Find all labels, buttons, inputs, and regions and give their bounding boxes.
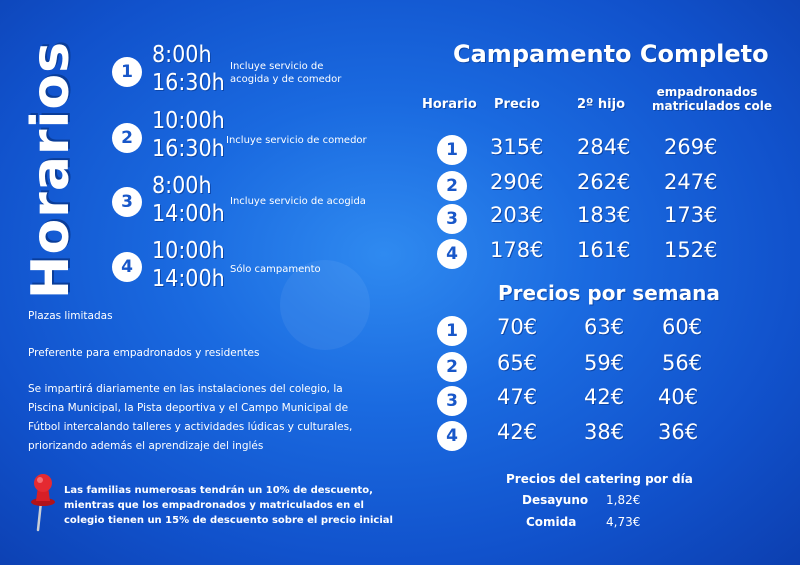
- column-registered-line1: empadronados: [656, 85, 758, 99]
- full-row-4-second-child: 161€: [577, 238, 631, 262]
- week-row-4-price: 42€: [497, 420, 538, 444]
- schedule-3-end: 14:00h: [152, 201, 225, 227]
- column-second-child: 2º hijo: [577, 97, 626, 112]
- schedule-1-end: 16:30h: [152, 70, 225, 96]
- week-row-4-number: 4: [437, 421, 467, 451]
- push-pin-icon: [24, 472, 62, 532]
- week-row-2-number: 2: [437, 352, 467, 382]
- discount-text: Las familias numerosas tendrán un 10% de descuento, mientras que los empadronados y matriculados en el colegio tienen un 15% de descuento sobre el precio inicial: [64, 485, 393, 526]
- week-row-4-registered: 36€: [658, 420, 699, 444]
- schedule-number-4: 4: [112, 252, 142, 282]
- full-row-4-registered: 152€: [664, 238, 718, 262]
- weekly-heading: Precios por semana: [498, 281, 720, 305]
- schedule-2-note: Incluye servicio de comedor: [226, 135, 367, 146]
- full-row-1-registered: 269€: [664, 135, 718, 159]
- schedule-1-note-line1: Incluye servicio de: [230, 61, 324, 72]
- full-row-4-price: 178€: [490, 238, 544, 262]
- catering-breakfast-label: Desayuno: [522, 493, 589, 507]
- schedule-number-2: 2: [112, 123, 142, 153]
- full-row-3-number: 3: [437, 204, 467, 234]
- full-row-1-second-child: 284€: [577, 135, 631, 159]
- full-camp-heading: Campamento Completo: [453, 40, 769, 68]
- full-row-4-number: 4: [437, 239, 467, 269]
- catering-lunch-label: Comida: [526, 515, 577, 529]
- week-row-2-registered: 56€: [662, 351, 703, 375]
- schedule-1-note-line2: acogida y de comedor: [230, 74, 342, 85]
- week-row-3-second-child: 42€: [584, 385, 625, 409]
- week-row-1-number: 1: [437, 316, 467, 346]
- full-row-1-number: 1: [437, 135, 467, 165]
- schedule-4-start: 10:00h: [152, 238, 225, 264]
- schedule-4-note: Sólo campamento: [230, 264, 321, 275]
- week-row-4-second-child: 38€: [584, 420, 625, 444]
- column-precio: Precio: [494, 97, 540, 112]
- schedule-number-1: 1: [112, 57, 142, 87]
- week-row-2-price: 65€: [497, 351, 538, 375]
- page-title: Horarios: [21, 40, 81, 300]
- schedule-3-note: Incluye servicio de acogida: [230, 196, 366, 207]
- week-row-1-price: 70€: [497, 315, 538, 339]
- week-row-3-registered: 40€: [658, 385, 699, 409]
- limited-places-text: Plazas limitadas: [28, 310, 113, 322]
- week-row-1-registered: 60€: [662, 315, 703, 339]
- full-row-3-registered: 173€: [664, 203, 718, 227]
- week-row-1-second-child: 63€: [584, 315, 625, 339]
- full-row-2-second-child: 262€: [577, 170, 631, 194]
- schedule-3-start: 8:00h: [152, 173, 212, 199]
- preference-text: Preferente para empadronados y residentes: [28, 347, 260, 359]
- schedule-2-start: 10:00h: [152, 108, 225, 134]
- schedule-number-3: 3: [112, 187, 142, 217]
- full-row-1-price: 315€: [490, 135, 544, 159]
- full-row-3-second-child: 183€: [577, 203, 631, 227]
- week-row-3-price: 47€: [497, 385, 538, 409]
- schedule-2-end: 16:30h: [152, 136, 225, 162]
- schedule-4-end: 14:00h: [152, 266, 225, 292]
- full-row-3-price: 203€: [490, 203, 544, 227]
- week-row-3-number: 3: [437, 386, 467, 416]
- column-registered-line2: matriculados cole: [652, 99, 772, 113]
- catering-lunch-price: 4,73€: [606, 515, 641, 529]
- page-title-container: [18, 40, 84, 300]
- full-row-2-registered: 247€: [664, 170, 718, 194]
- full-row-2-number: 2: [437, 171, 467, 201]
- week-row-2-second-child: 59€: [584, 351, 625, 375]
- catering-heading: Precios del catering por día: [506, 472, 693, 486]
- schedule-1-start: 8:00h: [152, 42, 212, 68]
- full-row-2-price: 290€: [490, 170, 544, 194]
- catering-breakfast-price: 1,82€: [606, 493, 641, 507]
- description-text: Se impartirá diariamente en las instalaciones del colegio, la Piscina Municipal, la Pista deportiva y el Campo Municipal de Fútbol intercalando talleres y actividades lúdicas y culturales, priorizando además el aprendizaje del inglés: [28, 383, 353, 452]
- column-horario: Horario: [422, 97, 477, 112]
